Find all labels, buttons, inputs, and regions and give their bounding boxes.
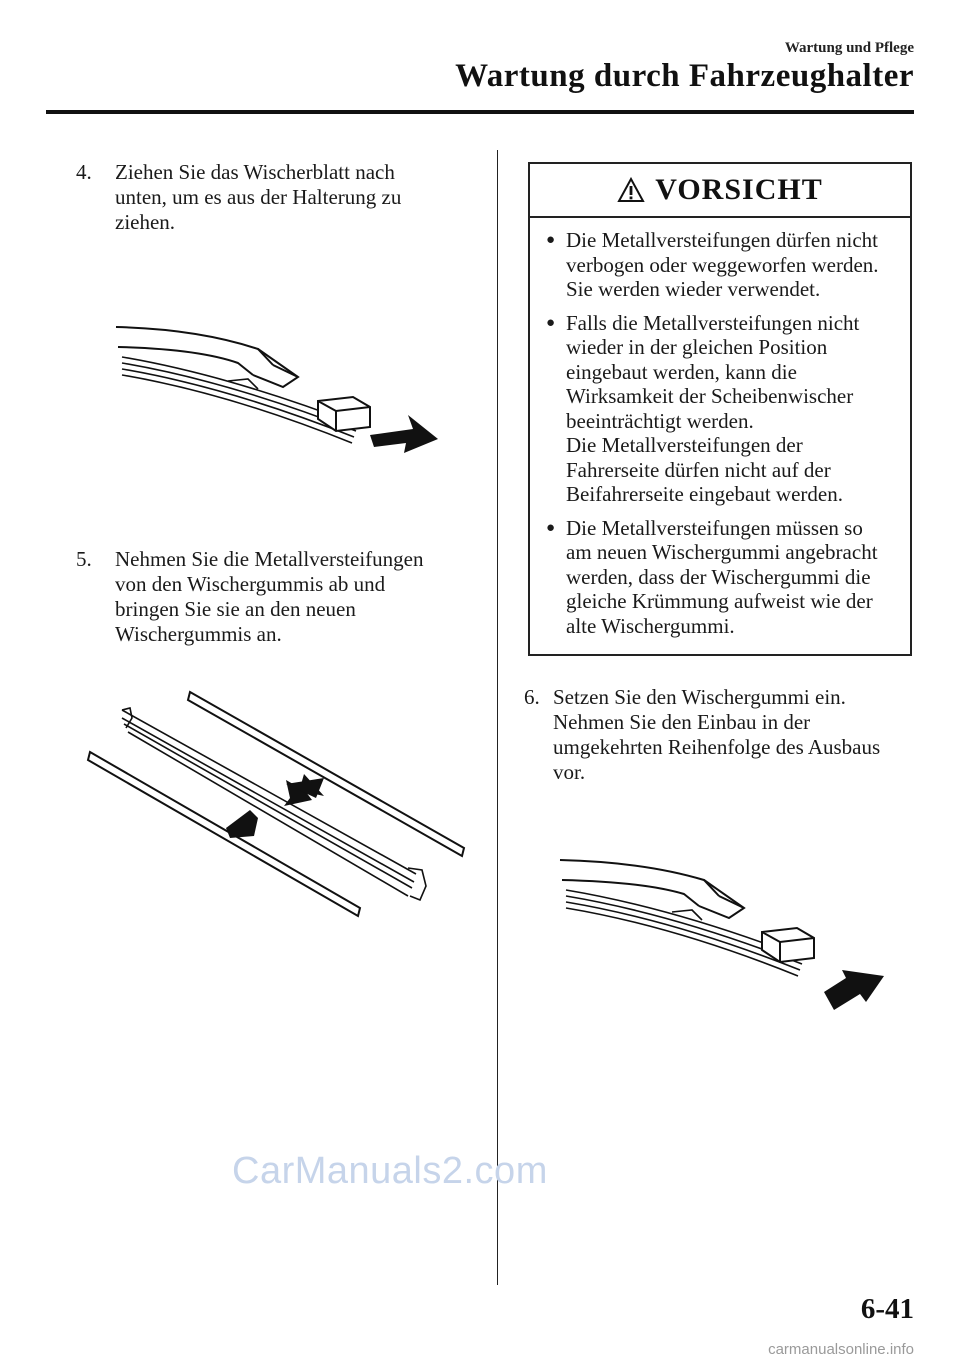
step-line: von den Wischergummis ab und <box>115 572 386 596</box>
arrow-up-right-icon <box>226 810 258 838</box>
step-number: 5. <box>76 547 92 571</box>
caution-item <box>542 311 902 507</box>
caution-line: wieder in der gleichen Position <box>566 335 828 359</box>
step-line: Nehmen Sie die Metallversteifungen <box>115 547 424 571</box>
caution-list <box>530 218 910 638</box>
step-6 <box>524 685 934 785</box>
caution-line: Beifahrerseite eingebaut werden. <box>566 482 843 506</box>
caution-line: alte Wischergummi. <box>566 613 735 638</box>
step-line: unten, um es aus der Halterung zu <box>115 185 402 209</box>
step-line: Setzen Sie den Wischergummi ein. <box>553 685 846 709</box>
caution-line: eingebaut werden, kann die <box>566 359 797 384</box>
arrow-up-left-icon <box>824 970 884 1010</box>
watermark: CarManuals2.com <box>232 1150 548 1192</box>
caution-line: Die Metallversteifungen dürfen nicht <box>566 228 878 252</box>
caution-title: VORSICHT <box>655 173 823 206</box>
step-line: ziehen. <box>115 210 176 234</box>
step-4 <box>76 160 476 235</box>
wiper-arm <box>116 327 298 387</box>
warning-triangle-icon <box>617 177 645 203</box>
caution-header <box>530 164 910 218</box>
caution-box <box>528 162 912 656</box>
step-line: vor. <box>553 760 586 784</box>
metal-stiffener-lower <box>88 752 360 916</box>
caution-line: Die Metallversteifungen der <box>566 433 803 457</box>
step-line: Ziehen Sie das Wischerblatt nach <box>115 160 395 184</box>
caution-line: Wirksamkeit der Scheibenwischer <box>566 384 854 408</box>
wiper-installation-illustration <box>554 852 894 1022</box>
step-number: 6. <box>524 685 540 709</box>
step-line: Nehmen Sie den Einbau in der <box>553 710 811 734</box>
header-rule <box>46 110 914 114</box>
page-number: 6-41 <box>860 1293 914 1325</box>
bullet-icon: ● <box>546 314 556 331</box>
metal-stiffener-illustration <box>86 688 471 918</box>
caution-line: am neuen Wischergummi angebracht <box>566 540 878 564</box>
blade-clip <box>762 928 814 962</box>
caution-line: verbogen oder weggeworfen werden. <box>566 252 879 277</box>
caution-line: beeinträchtigt werden. <box>566 408 754 433</box>
wiper-removal-illustration <box>108 315 448 460</box>
footer-url: carmanualsonline.info <box>768 1341 914 1358</box>
bullet-icon: ● <box>546 232 556 248</box>
step-number: 4. <box>76 160 92 184</box>
step-line: bringen Sie sie an den neuen <box>115 597 356 621</box>
caution-line: werden, dass der Wischergummi die <box>566 564 871 589</box>
header-section-label: Wartung und Pflege <box>784 40 914 56</box>
caution-line: Die Metallversteifungen müssen so <box>566 515 863 540</box>
caution-line: Falls die Metallversteifungen nicht <box>566 310 860 335</box>
bullet-icon: ● <box>546 519 556 536</box>
caution-item <box>542 228 902 302</box>
step-5 <box>76 547 486 647</box>
arrow-down-left-icon <box>284 774 324 806</box>
caution-line: Fahrerseite dürfen nicht auf der <box>566 457 831 482</box>
arrow-right-icon <box>370 415 438 453</box>
caution-line: Sie werden wieder verwendet. <box>566 277 821 301</box>
column-divider <box>497 150 498 1285</box>
caution-item <box>542 516 902 639</box>
page-title: Wartung durch Fahrzeughalter <box>455 58 914 94</box>
caution-line: gleiche Krümmung aufweist wie der <box>566 589 873 613</box>
step-line: Wischergummis an. <box>115 622 282 646</box>
step-line: umgekehrten Reihenfolge des Ausbaus <box>553 735 881 759</box>
